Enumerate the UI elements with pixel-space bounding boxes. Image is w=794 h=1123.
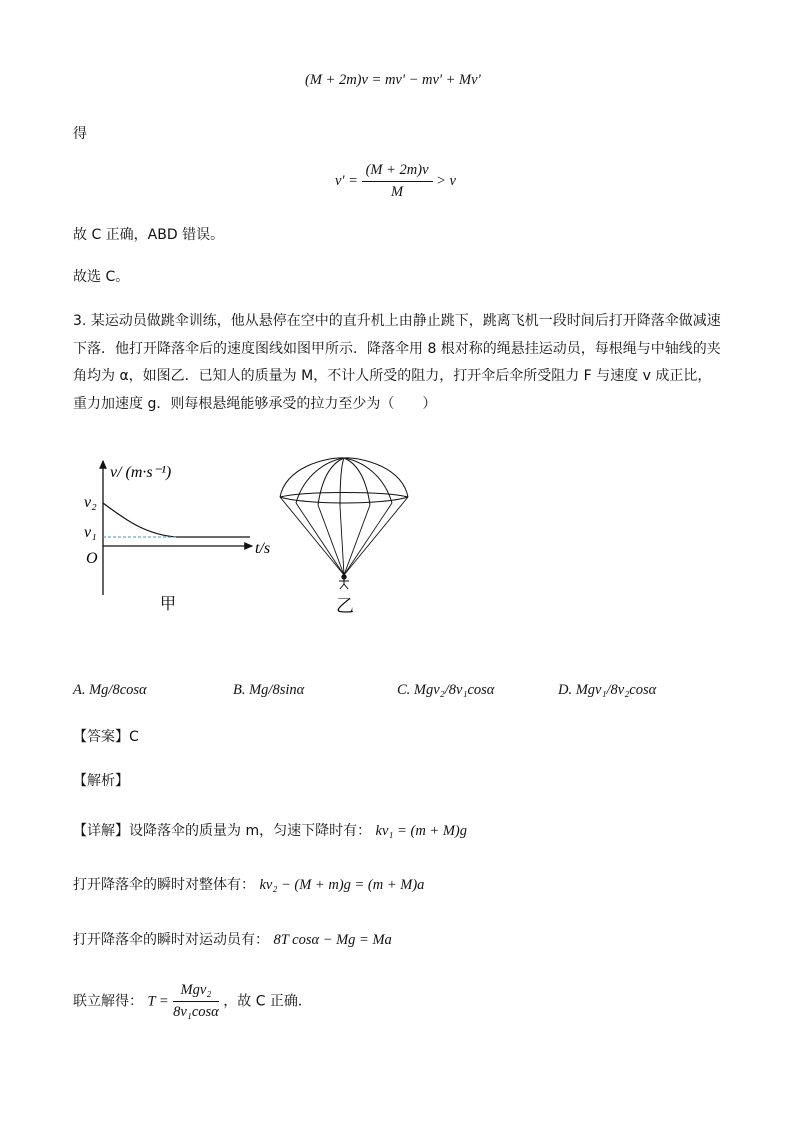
figure-yi-caption: 乙 — [336, 596, 354, 617]
analysis-label: 【解析】 — [73, 773, 129, 789]
detail-line-4 — [73, 982, 312, 1021]
figure-jia-caption: 甲 — [160, 594, 177, 613]
choose-text: 故选 C。 — [73, 269, 130, 285]
detail-line-1-text: 设降落伞的质量为 m，匀速下降时有： — [129, 823, 372, 839]
detail-line-4-text: 联立解得： — [73, 993, 143, 1010]
tension-denominator: 8v₁cosα — [173, 1004, 219, 1020]
tension-numerator: Mgv₂ — [173, 982, 219, 1002]
velocity-time-graph — [72, 455, 272, 625]
v-axis-label: v/ (m·s⁻¹) — [110, 464, 172, 481]
answer-value: C — [129, 729, 139, 745]
frac-lhs: v' = — [335, 172, 358, 189]
option-c: C. Mgv₂/8v₁cosα — [397, 682, 495, 698]
parachute-canopy — [280, 458, 408, 506]
fraction-numerator: (M + 2m)v — [362, 162, 433, 182]
velocity-curve — [103, 503, 250, 537]
answer-line — [73, 726, 139, 746]
parachute-lines — [280, 497, 408, 575]
detail-label: 【详解】 — [73, 823, 129, 839]
detail-line-3-text: 打开降落伞的瞬时对运动员有： — [73, 932, 269, 948]
detail-line-3 — [73, 929, 392, 949]
option-d: D. Mgv₁/8v₂cosα — [558, 682, 657, 698]
detail-line-1 — [73, 820, 467, 840]
tension-fraction — [173, 982, 219, 1021]
detail-line-2 — [73, 874, 424, 894]
detail-line-1-eq: kv₁ = (m + M)g — [375, 823, 467, 839]
answer-label: 【答案】 — [73, 729, 129, 745]
t-axis-label: t/s — [255, 540, 271, 557]
origin-label: O — [86, 550, 98, 567]
momentum-equation: (M + 2m)v = mv' − mv' + Mv' — [305, 72, 481, 88]
de-label: 得 — [73, 126, 87, 142]
skydiver-icon — [339, 575, 349, 589]
detail-line-2-text: 打开降落伞的瞬时对整体有： — [73, 877, 255, 893]
question-3-stem: 3. 某运动员做跳伞训练，他从悬停在空中的直升机上由静止跳下，跳离飞机一段时间后打开降落伞做减速下落．他打开降落伞后的速度图线如图甲所示．降落伞用 8 根对称的绳悬挂运动员，每根绳与中轴线的夹角均为 α，如图乙．已知人的质量为 M，不计人所受的阻力，打开伞后伞所受阻力 F 与速度 v 成正比，重力加速度 g．则每根悬绳能够承受的拉力至少为（ ） — [73, 313, 721, 413]
detail-line-2-eq: kv₂ − (M + m)g = (m + M)a — [259, 877, 425, 893]
option-b: B. Mg/8sinα — [233, 682, 305, 698]
detail-line-4-tail: ，故 C 正确． — [223, 993, 312, 1010]
parachute-figure — [276, 455, 416, 625]
frac-rhs: > v — [436, 172, 456, 189]
velocity-fraction-equation — [335, 162, 456, 201]
fraction — [362, 162, 433, 201]
option-a: A. Mg/8cosα — [73, 682, 147, 698]
detail-line-3-eq: 8T cosα − Mg = Ma — [273, 932, 392, 948]
conclusion-text: 故 C 正确，ABD 错误。 — [73, 227, 225, 243]
fraction-denominator: M — [391, 184, 404, 200]
v2-label: v₂ — [84, 494, 97, 511]
v1-label: v₁ — [84, 524, 97, 541]
detail-line-4-lhs: T = — [147, 993, 169, 1010]
